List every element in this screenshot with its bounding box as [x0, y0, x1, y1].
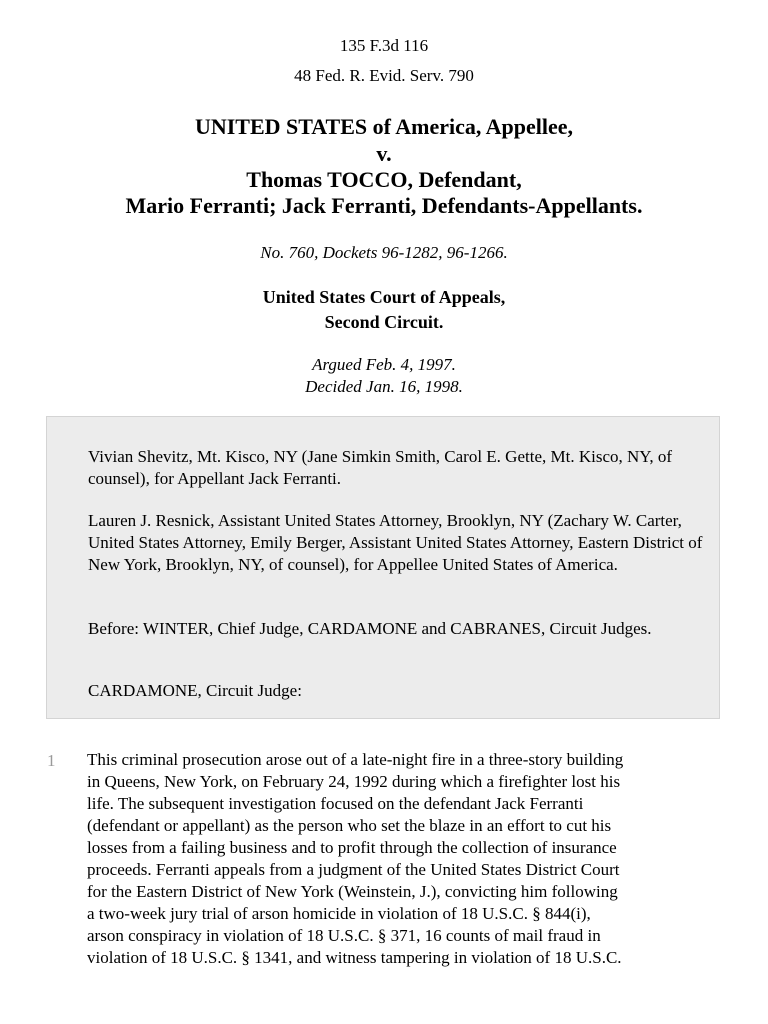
- opinion-author: CARDAMONE, Circuit Judge:: [88, 681, 302, 700]
- opinion-line: arson conspiracy in violation of 18 U.S.C. § 371, 16 counts of mail fraud in: [87, 926, 601, 945]
- opinion-line: for the Eastern District of New York (Weinstein, J.), convicting him following: [87, 882, 618, 901]
- decided-date: Decided Jan. 16, 1998.: [305, 377, 463, 396]
- caption-defendant: Thomas TOCCO, Defendant,: [246, 167, 522, 192]
- paragraph-number: 1: [47, 751, 56, 770]
- evidence-citation: 48 Fed. R. Evid. Serv. 790: [294, 66, 474, 85]
- reporter-citation: 135 F.3d 116: [339, 36, 429, 55]
- opinion-line: This criminal prosecution arose out of a late-night fire in a three-story building: [87, 750, 624, 769]
- argued-date: Argued Feb. 4, 1997.: [312, 355, 456, 374]
- opinion-line: (defendant or appellant) as the person who set the blaze in an effort to cut his: [87, 816, 612, 835]
- opinion-line: life. The subsequent investigation focused on the defendant Jack Ferranti: [87, 794, 584, 813]
- opinion-line: proceeds. Ferranti appeals from a judgment of the United States District Court: [87, 860, 620, 879]
- appellant-counsel: Vivian Shevitz, Mt. Kisco, NY (Jane Simkin Smith, Carol E. Gette, Mt. Kisco, NY, of counsel), for Appellant Jack Ferranti.: [88, 447, 673, 488]
- caption-versus: v.: [376, 141, 392, 166]
- counsel-panel: [46, 416, 720, 719]
- opinion-paragraph: [87, 749, 727, 969]
- caption-appellants: Mario Ferranti; Jack Ferranti, Defendants-Appellants.: [125, 193, 643, 218]
- court-name-line2: Second Circuit.: [324, 312, 444, 332]
- caption-appellee: UNITED STATES of America, Appellee,: [194, 114, 574, 139]
- appellee-counsel: Lauren J. Resnick, Assistant United States Attorney, Brooklyn, NY (Zachary W. Carter, United States Attorney, Emily Berger, Assistant United States Attorney, Eastern District of New York, Brooklyn, NY, of counsel), for Appellee United States of America.: [88, 511, 703, 574]
- opinion-line: violation of 18 U.S.C. § 1341, and witness tampering in violation of 18 U.S.C.: [87, 948, 622, 967]
- docket-number: No. 760, Dockets 96-1282, 96-1266.: [260, 243, 508, 262]
- opinion-line: losses from a failing business and to profit through the collection of insurance: [87, 838, 617, 857]
- judicial-panel: Before: WINTER, Chief Judge, CARDAMONE and CABRANES, Circuit Judges.: [88, 619, 652, 638]
- court-name-line1: United States Court of Appeals,: [262, 287, 506, 307]
- opinion-line: in Queens, New York, on February 24, 1992 during which a firefighter lost his: [87, 772, 621, 791]
- opinion-line: a two-week jury trial of arson homicide in violation of 18 U.S.C. § 844(i),: [87, 904, 591, 923]
